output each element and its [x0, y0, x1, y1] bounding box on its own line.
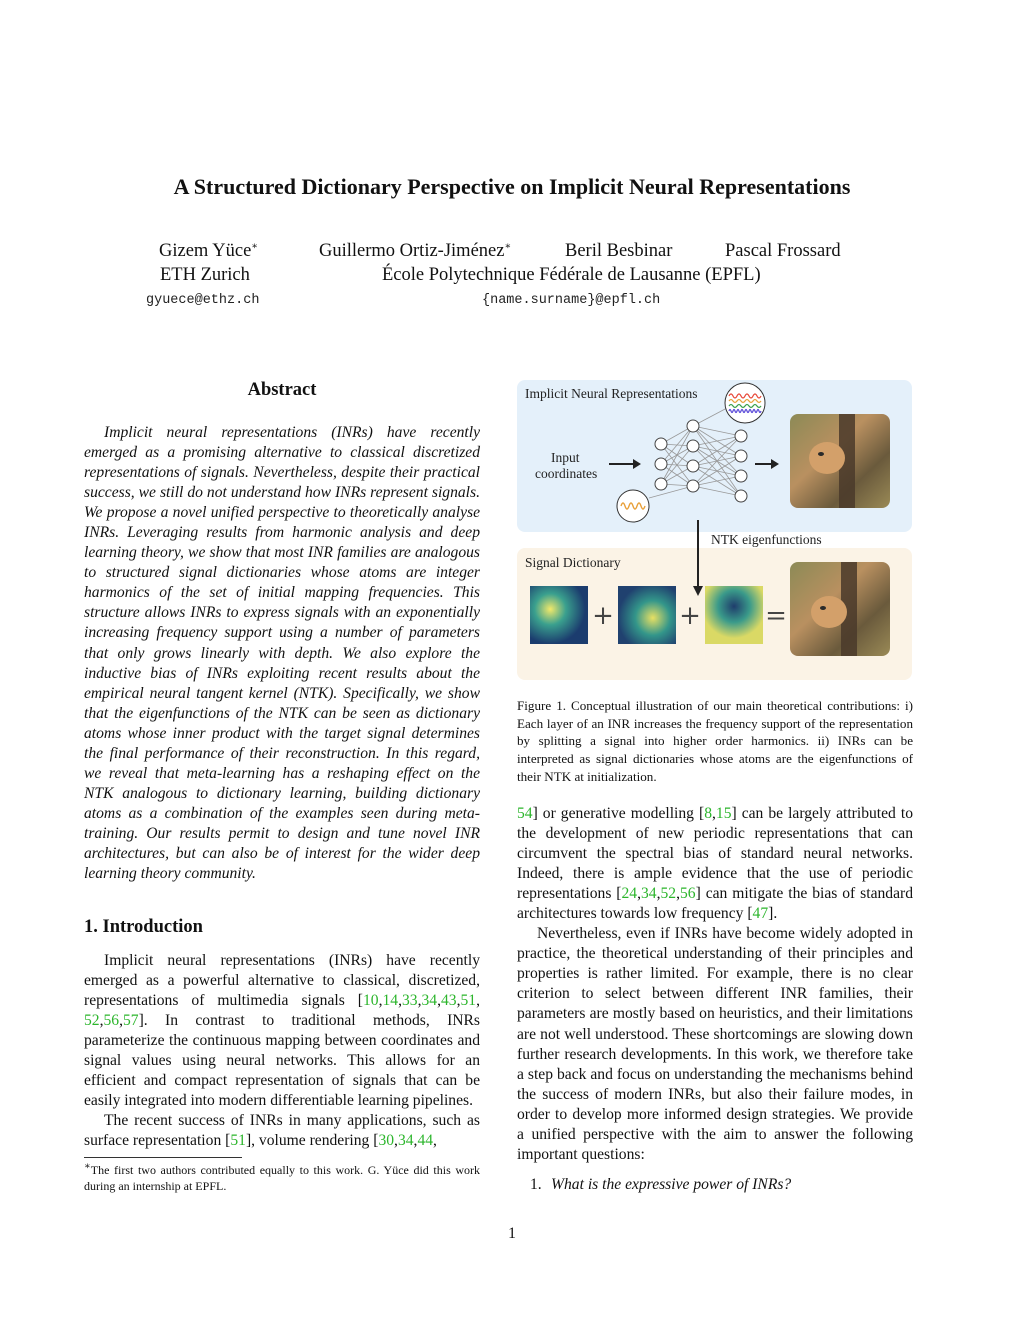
plus-symbol: +: [592, 601, 614, 631]
intro-paragraph-1: Implicit neural representations (INRs) have recently emerged as a powerful alternative to classical, discretized, representations of multimedia signals [10,14,33,34,43,51, 52,56,57]. In contrast to traditional methods, INRs parameterize the continuous mapping between coordinates and signal values using neural networks. This allows for an efficient and compact representation of signals that can be easily integrated into modern differentiable learning pipelines.: [84, 952, 480, 1110]
question-number: 1.: [530, 1176, 542, 1193]
citation-link[interactable]: 34: [421, 992, 438, 1010]
figure-1-graphic: [517, 380, 913, 680]
citation-link[interactable]: 51: [460, 992, 477, 1010]
figure-caption: Figure 1. Conceptual illustration of our main theoretical contributions: i) Each layer of an INR increases the frequency support of the representation by splitting a signal into higher order harmonics. ii) INRs can be interpreted as signal dictionaries whose atoms are the eigenfunctions of their NTK at initialization.: [517, 698, 913, 784]
citation-link[interactable]: 8: [704, 805, 712, 822]
right-paragraph-2: Nevertheless, even if INRs have become widely adopted in practice, the theoretical understanding of their principles and properties is rather limited. For example, there is no clear criterion to select between different INR families, their parameters are mostly based on heuristics, and their limitations are not well understood. These shortcomings are slowing down further research developments. In this work, we therefore take a step back and focus on understanding the mechanisms behind the success of modern INRs, but also their failure modes, in order to develop more informed design strategies. We provide a unified perspective with the aim to answer the following important questions:: [517, 925, 913, 1163]
intro-text: [84, 951, 480, 1151]
email-epfl: {name.surname}@epfl.ch: [482, 293, 661, 308]
citation-link[interactable]: 52: [660, 885, 677, 903]
author-4: Pascal Frossard: [725, 241, 841, 261]
citation-link[interactable]: 43: [441, 992, 457, 1010]
citation-link[interactable]: 47: [752, 905, 769, 923]
figure-input-label-2: coordinates: [535, 466, 598, 481]
figure-dictionary-label: Signal Dictionary: [525, 555, 621, 570]
figure-ntk-label: NTK eigenfunctions: [711, 532, 822, 547]
figure-input-label-1: Input: [551, 450, 580, 465]
right-paragraph-1: 54] or generative modelling [8,15] can be largely attributed to the development of new periodic representations that can circumvent the spectral bias of standard neural networks. Indeed, there is ample evidence that the use of periodic representations [24,34,52,56] can mitigate the bias of standard architectures towards low frequency [47].: [517, 805, 913, 923]
footnote: ∗The first two authors contributed equally to this work. G. Yüce did this work during an internship at EPFL.: [84, 1161, 480, 1193]
citation-link[interactable]: 33: [402, 992, 418, 1010]
citation-link[interactable]: 10: [363, 992, 379, 1010]
citation-link[interactable]: 30: [378, 1132, 395, 1150]
citation-link[interactable]: 34: [641, 885, 657, 903]
citation-link[interactable]: 51: [230, 1132, 246, 1150]
citation-link[interactable]: 56: [680, 885, 696, 903]
author-3: Beril Besbinar: [565, 241, 673, 261]
paper-title: A Structured Dictionary Perspective on Implicit Neural Representations: [173, 174, 851, 199]
citation-link[interactable]: 34: [397, 1132, 414, 1150]
footnote-rule: [84, 1157, 242, 1158]
email-eth: gyuece@ethz.ch: [146, 293, 260, 308]
citation-link[interactable]: 54: [517, 805, 533, 822]
section-heading-introduction: 1. Introduction: [84, 917, 203, 937]
equals-symbol: =: [765, 601, 787, 631]
citation-link[interactable]: 15: [715, 805, 732, 822]
citation-link[interactable]: 14: [382, 992, 399, 1010]
affiliation-epfl: École Polytechnique Fédérale de Lausanne (EPFL): [382, 265, 761, 285]
author-1: Gizem Yüce∗: [159, 240, 259, 261]
citation-link[interactable]: 57: [123, 1012, 139, 1030]
citation-link[interactable]: 24: [621, 885, 638, 903]
citation-link[interactable]: 44: [417, 1132, 434, 1150]
question-text: What is the expressive power of INRs?: [551, 1176, 792, 1193]
citation-link[interactable]: 52: [84, 1012, 100, 1030]
citation-link[interactable]: 56: [103, 1012, 120, 1030]
right-column-text: [517, 804, 913, 1165]
affiliation-eth: ETH Zurich: [160, 265, 250, 285]
page-number: 1: [508, 1225, 516, 1242]
figure-inr-label: Implicit Neural Representations: [525, 386, 698, 401]
plus-symbol: +: [679, 601, 701, 631]
abstract-text: Implicit neural representations (INRs) have recently emerged as a promising alternative to classical discretized representations of signals. Nevertheless, despite their practical success, we still do not understand how INRs represent signals. We propose a novel unified perspective to theoretically analyse INRs. Leveraging results from harmonic analysis and deep learning theory, we show that most INR families are analogous to structured signal dictionaries whose atoms are integer harmonics of the set of initial mapping frequencies. This structure allows INRs to express signals with an exponentially increasing frequency support using a number of parameters that only grows linearly with depth. We also explore the inductive bias of INRs exploiting recent results about the empirical neural tangent kernel (NTK). Specifically, we show that the eigenfunctions of the NTK can be seen as dictionary atoms whose inner product with the target signal determines the final performance of their reconstruction. In this regard, we reveal that meta-learning has a reshaping effect on the NTK analogous to dictionary learning, building dictionary atoms as a combination of the examples seen during meta-training. Our results permit to design and tune novel INR architectures, but can also be of interest for the wider deep learning theory community.: [84, 424, 480, 883]
abstract-heading: Abstract: [247, 380, 317, 400]
intro-paragraph-2: The recent success of INRs in many applications, such as surface representation [51], volume rendering [30,34,44,: [84, 1112, 480, 1150]
author-2: Guillermo Ortiz-Jiménez∗: [319, 240, 512, 261]
